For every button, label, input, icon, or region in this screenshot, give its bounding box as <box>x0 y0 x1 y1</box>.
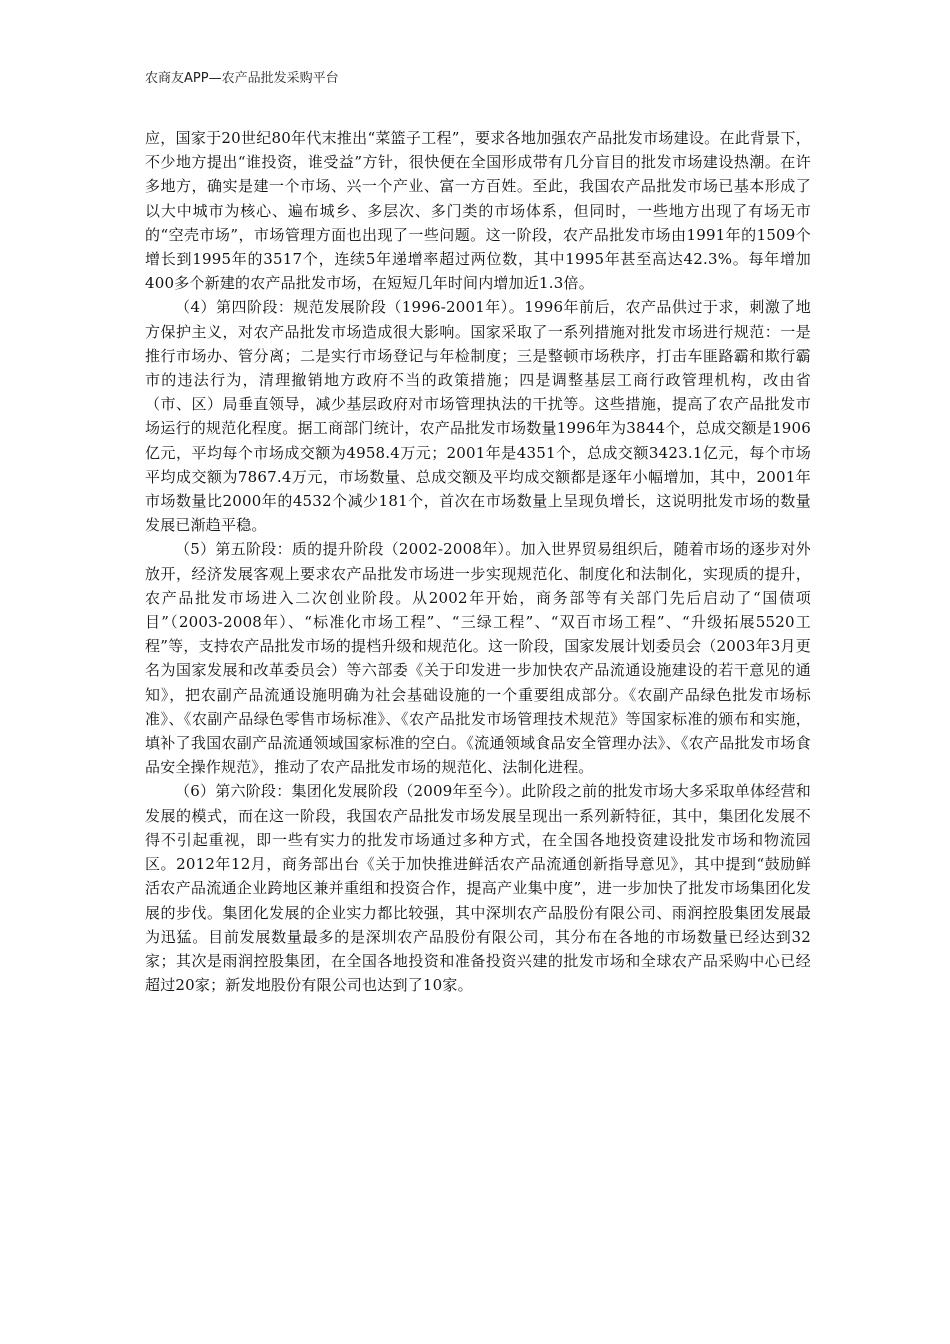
document-body <box>145 126 811 997</box>
paragraph-continuation: 应，国家于20世纪80年代末推出“菜篮子工程”，要求各地加强农产品批发市场建设。在此背景下，不少地方提出“谁投资，谁受益”方针，很快便在全国形成带有几分盲目的批发市场建设热潮。在许多地方，确实是建一个市场、兴一个产业、富一方百姓。至此，我国农产品批发市场已基本形成了以大中城市为核心、遍布城乡、多层次、多门类的市场体系，但同时，一些地方出现了有场无市的“空壳市场”，市场管理方面也出现了一些问题。这一阶段，农产品批发市场由1991年的1509个增长到1995年的3517个，连续5年递增率超过两位数，其中1995年甚至高达42.3%。每年增加400多个新建的农产品批发市场，在短短几年时间内增加近1.3倍。 <box>145 129 811 293</box>
paragraph-stage-4: （4）第四阶段：规范发展阶段（1996-2001年）。1996年前后，农产品供过于求，刺激了地方保护主义，对农产品批发市场造成很大影响。国家采取了一系列措施对批发市场进行规范：一是推行市场办、管分离；二是实行市场登记与年检制度；三是整顿市场秩序，打击车匪路霸和欺行霸市的违法行为，清理撤销地方政府不当的政策措施；四是调整基层工商行政管理机构，改由省（市、区）局垂直领导，减少基层政府对市场管理执法的干扰等。这些措施，提高了农产品批发市场运行的规范化程度。据工商部门统计，农产品批发市场数量1996年为3844个，总成交额是1906亿元，平均每个市场成交额为4958.4万元；2001年是4351个，总成交额3423.1亿元，每个市场平均成交额为7867.4万元，市场数量、总成交额及平均成交额都是逐年小幅增加，其中，2001年市场数量比2000年的4532个减少181个，首次在市场数量上呈现负增长，这说明批发市场的数量发展已渐趋平稳。 <box>145 298 811 535</box>
page-header: 农商友APP—农产品批发采购平台 <box>145 71 339 86</box>
paragraph-stage-6: （6）第六阶段：集团化发展阶段（2009年至今）。此阶段之前的批发市场大多采取单体经营和发展的模式，而在这一阶段，我国农产品批发市场发展呈现出一系列新特征，其中，集团化发展不得不引起重视，即一些有实力的批发市场通过多种方式，在全国各地投资建设批发市场和物流园区。2012年12月，商务部出台《关于加快推进鲜活农产品流通创新指导意见》，其中提到“鼓励鲜活农产品流通企业跨地区兼并重组和投资合作，提高产业集中度”，进一步加快了批发市场集团化发展的步伐。集团化发展的企业实力都比较强，其中深圳农产品股份有限公司、雨润控股集团发展最为迅猛。目前发展数量最多的是深圳农产品股份有限公司，其分布在各地的市场数量已经达到32家；其次是雨润控股集团，在全国各地投资和准备投资兴建的批发市场和全球农产品采购中心已经超过20家；新发地股份有限公司也达到了10家。 <box>145 782 811 995</box>
paragraph-stage-5: （5）第五阶段：质的提升阶段（2002-2008年）。加入世界贸易组织后，随着市场的逐步对外放开，经济发展客观上要求农产品批发市场进一步实现规范化、制度化和法制化，实现质的提升，农产品批发市场进入二次创业阶段。从2002年开始，商务部等有关部门先后启动了“国债项目”（2003-2008年）、“标准化市场工程”、“三绿工程”、“双百市场工程”、“升级拓展5520工程”等，支持农产品批发市场的提档升级和规范化。这一阶段，国家发展计划委员会（2003年3月更名为国家发展和改革委员会）等六部委《关于印发进一步加快农产品流通设施建设的若干意见的通知》，把农副产品流通设施明确为社会基础设施的一个重要组成部分。《农副产品绿色批发市场标准》、《农副产品绿色零售市场标准》、《农产品批发市场管理技术规范》等国家标准的颁布和实施，填补了我国农副产品流通领域国家标准的空白。《流通领域食品安全管理办法》、《农产品批发市场食品安全操作规范》，推动了农产品批发市场的规范化、法制化进程。 <box>145 540 811 777</box>
